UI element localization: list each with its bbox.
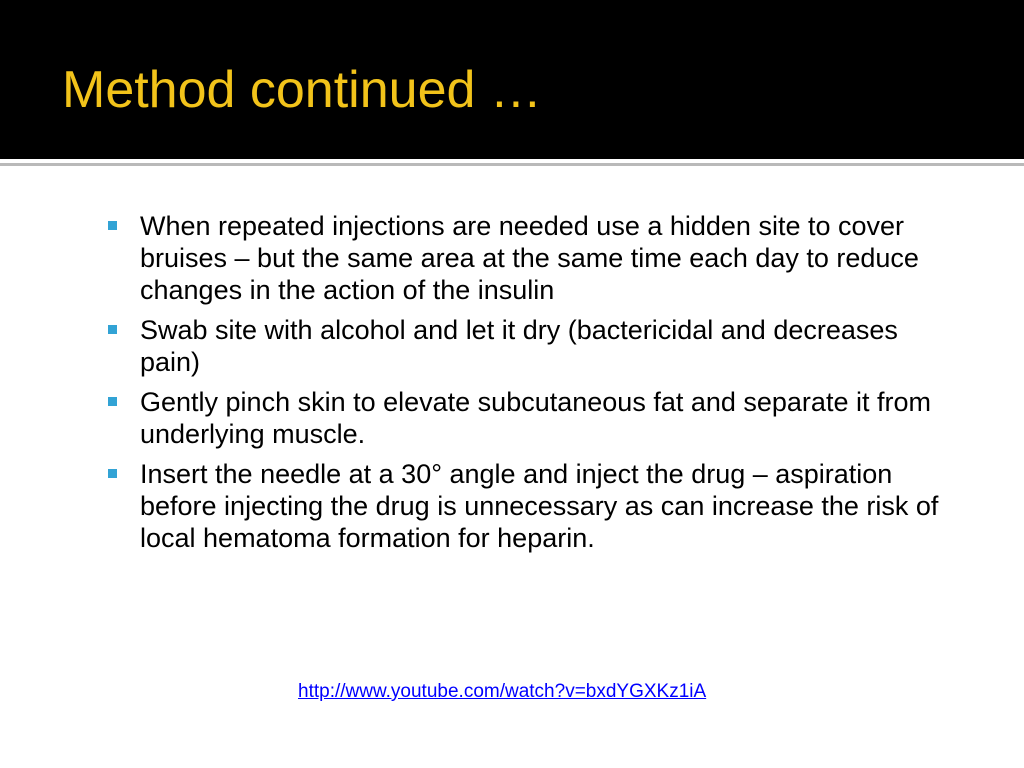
bullet-item [108,458,958,554]
bullet-item [108,314,958,378]
bullet-list [108,210,958,562]
square-bullet-icon [108,397,117,406]
square-bullet-icon [108,325,117,334]
title-separator-line [0,163,1024,166]
youtube-link[interactable]: http://www.youtube.com/watch?v=bxdYGXKz1iA [298,681,707,702]
square-bullet-icon [108,221,117,230]
bullet-text: Swab site with alcohol and let it dry (bactericidal and decreases pain) [140,315,898,377]
bullet-item [108,386,958,450]
bullet-text: Insert the needle at a 30° angle and inject the drug – aspiration before injecting the drug is unnecessary as can increase the risk of local hematoma formation for heparin. [140,459,939,553]
slide-title: Method continued … [62,61,542,119]
title-bar [0,0,1024,159]
bullet-text: Gently pinch skin to elevate subcutaneous fat and separate it from underlying muscle. [140,387,931,449]
bullet-item [108,210,958,306]
bullet-text: When repeated injections are needed use a hidden site to cover bruises – but the same area at the same time each day to reduce changes in the action of the insulin [140,211,919,305]
square-bullet-icon [108,469,117,478]
